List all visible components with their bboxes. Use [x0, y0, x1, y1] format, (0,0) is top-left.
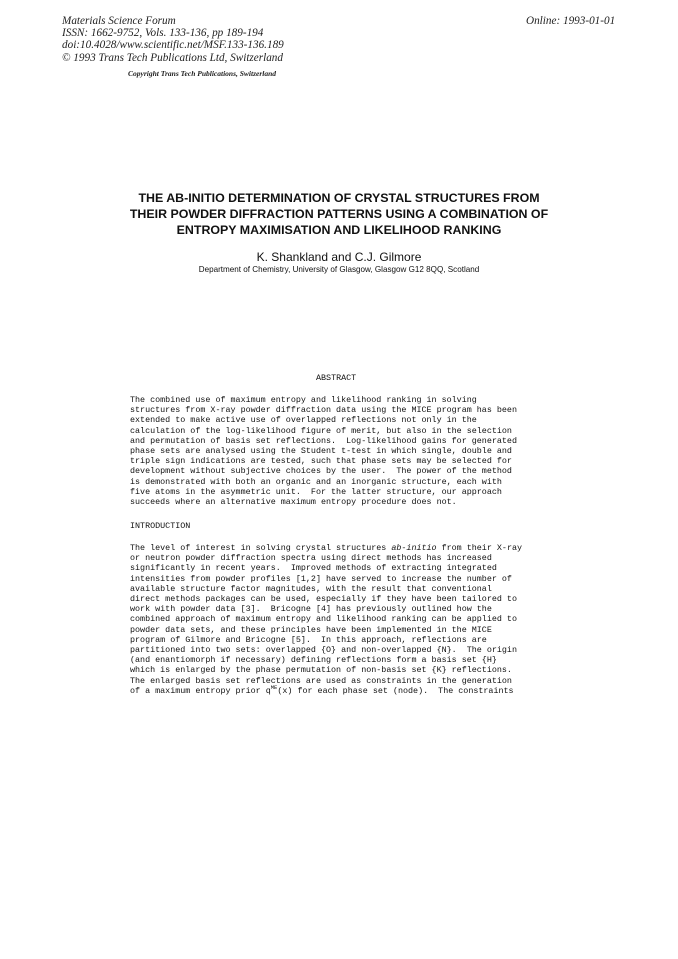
title-line: THE AB-INITIO DETERMINATION OF CRYSTAL STRUCTURES FROM	[138, 191, 540, 205]
abstract-line: succeeds where an alternative maximum entropy procedure does not.	[130, 497, 457, 508]
issn-line: ISSN: 1662-9752, Vols. 133-136, pp 189-194	[62, 27, 264, 40]
introduction-body	[130, 543, 550, 696]
authors: K. Shankland and C.J. Gilmore	[256, 250, 422, 264]
intro-line-end: from their X-ray	[436, 543, 523, 553]
intro-line: program of Gilmore and Bricogne [5]. In this approach, reflections are	[130, 634, 487, 645]
intro-line: significantly in recent years. Improved methods of extracting integrated	[130, 563, 497, 574]
intro-line: available structure factor magnitudes, with the result that conventional	[130, 583, 492, 594]
paper-title	[100, 190, 578, 238]
intro-line: work with powder data [3]. Bricogne [4] has previously outlined how the	[130, 604, 492, 615]
abstract-line: phase sets are analysed using the Student t-test in which single, double and	[130, 446, 512, 457]
online-date	[526, 15, 615, 27]
intro-line: combined approach of maximum entropy and likelihood ranking can be applied to	[130, 614, 517, 625]
intro-line	[130, 543, 550, 553]
intro-line-end: (x) for each phase set (node). The constraints	[277, 685, 514, 696]
intro-line: partitioned into two sets: overlapped {O} and non-overlapped {N}. The origin	[130, 645, 517, 656]
abstract-line: five atoms in the asymmetric unit. For the latter structure, our approach	[130, 486, 502, 497]
intro-line-start: of a maximum entropy prior q	[130, 685, 271, 696]
title-line: THEIR POWDER DIFFRACTION PATTERNS USING A COMBINATION OF	[129, 207, 549, 221]
abstract-line: development without subjective choices by the user. The power of the method	[130, 466, 512, 477]
intro-line: (and enantiomorph if necessary) defining reflections form a basis set {H}	[130, 655, 497, 666]
journal-header	[62, 15, 284, 64]
intro-line: The enlarged basis set reflections are used as constraints in the generation	[130, 675, 512, 686]
abstract-line: calculation of the log-likelihood figure of merit, but also in the selection	[130, 425, 512, 436]
publisher-line: © 1993 Trans Tech Publications Ltd, Switzerland	[62, 51, 283, 64]
copyright-notice: Copyright Trans Tech Publications, Switzerland	[128, 69, 277, 78]
intro-line-start: The level of interest in solving crystal structures	[130, 543, 392, 553]
intro-line: or neutron powder diffraction spectra using direct methods has increased	[130, 553, 492, 564]
online-date-text: Online: 1993-01-01	[526, 15, 616, 27]
abstract-line: triple sign indications are tested, such that phase sets may be selected for	[130, 456, 512, 467]
intro-line: which is enlarged by the phase permutation of non-basis set {K} reflections.	[130, 665, 512, 676]
intro-line: powder data sets, and these principles have been implemented in the MICE	[130, 624, 492, 635]
doi-link[interactable]: doi:10.4028/www.scientific.net/MSF.133-136.189	[62, 39, 284, 52]
abstract-line: The combined use of maximum entropy and likelihood ranking in solving	[130, 395, 477, 405]
abstract-heading: ABSTRACT	[316, 373, 357, 383]
journal-name: Materials Science Forum	[62, 15, 176, 27]
abstract-body	[130, 395, 550, 507]
abstract-line: structures from X-ray powder diffraction data using the MICE program has been	[130, 405, 517, 416]
me-superscript: ME	[270, 683, 278, 691]
intro-line: intensities from powder profiles [1,2] have served to increase the number of	[130, 573, 512, 584]
abstract-line: and permutation of basis set reflections. Log-likelihood gains for generated	[130, 435, 517, 446]
intro-line: direct methods packages can be used, especially if they have been tailored to	[130, 594, 517, 605]
title-line: ENTROPY MAXIMISATION AND LIKELIHOOD RANKING	[176, 223, 502, 237]
ab-initio-emphasis: ab-initio	[391, 543, 437, 553]
abstract-line: extended to make active use of overlapped reflections not only in the	[130, 415, 477, 426]
intro-line	[130, 683, 550, 696]
affiliation: Department of Chemistry, University of Glasgow, Glasgow G12 8QQ, Scotland	[198, 265, 480, 274]
introduction-heading: INTRODUCTION	[130, 521, 191, 531]
abstract-line: is demonstrated with both an organic and an inorganic structure, each with	[130, 476, 502, 487]
